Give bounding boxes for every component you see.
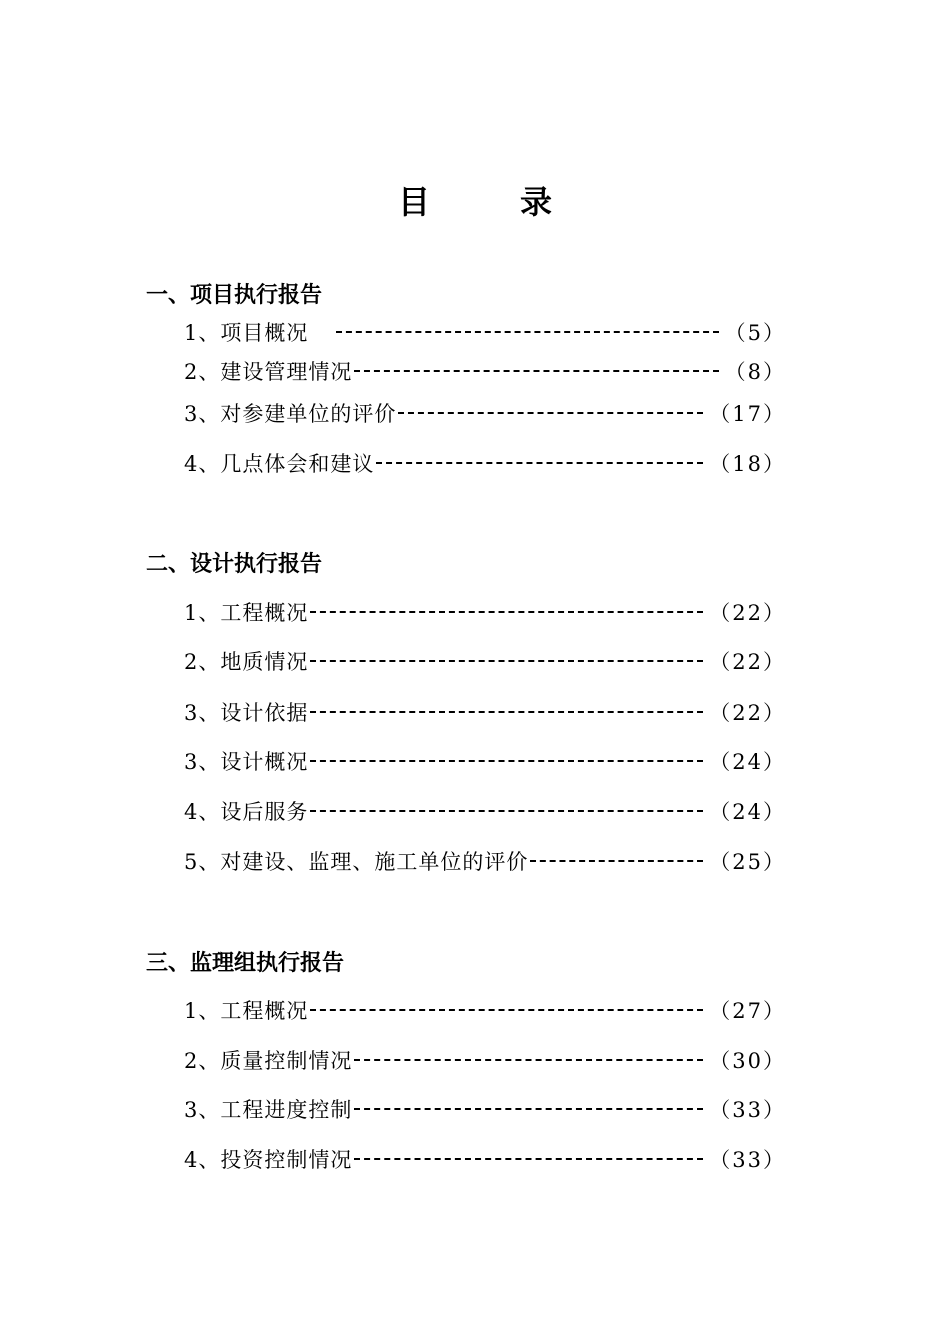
toc-entry[interactable]	[184, 398, 786, 430]
toc-leader	[310, 1009, 703, 1011]
toc-entry-page: （18）	[709, 452, 786, 476]
toc-entry-page: （17）	[709, 402, 786, 426]
toc-entry[interactable]	[184, 697, 786, 729]
toc-entry-label: 4、投资控制情况	[184, 1148, 353, 1172]
toc-leader	[310, 611, 703, 613]
toc-leader	[310, 711, 703, 713]
toc-entry-label: 1、工程概况	[184, 601, 309, 625]
toc-entry-page: （33）	[709, 1148, 786, 1172]
toc-entry-label: 4、设后服务	[184, 800, 309, 824]
toc-entry[interactable]	[184, 317, 786, 349]
toc-leader	[336, 331, 718, 333]
toc-entry-page: （22）	[709, 701, 786, 725]
toc-entry[interactable]	[184, 746, 786, 778]
toc-leader	[354, 1108, 703, 1110]
toc-leader	[354, 370, 718, 372]
toc-entry-label: 1、工程概况	[184, 999, 309, 1023]
toc-leader	[530, 860, 703, 862]
toc-entry[interactable]	[184, 597, 786, 629]
toc-entry-label: 2、建设管理情况	[184, 360, 353, 384]
toc-entry[interactable]	[184, 1144, 786, 1176]
page-title-char-1: 目	[397, 183, 430, 221]
toc-entry-label: 2、地质情况	[184, 650, 309, 674]
toc-leader	[354, 1158, 703, 1160]
toc-entry-page: （33）	[709, 1098, 786, 1122]
toc-entry-label: 2、质量控制情况	[184, 1049, 353, 1073]
toc-entry-page: （5）	[724, 321, 786, 345]
toc-entry[interactable]	[184, 356, 786, 388]
toc-entry-page: （27）	[709, 999, 786, 1023]
toc-entry-page: （8）	[724, 360, 786, 384]
page-title	[0, 180, 950, 224]
toc-entry-page: （25）	[709, 850, 786, 874]
page-title-char-2: 录	[520, 183, 553, 221]
toc-entry[interactable]	[184, 646, 786, 678]
section-heading: 一、项目执行报告	[146, 283, 323, 308]
section-heading: 三、监理组执行报告	[146, 951, 345, 976]
toc-entry-label: 3、工程进度控制	[184, 1098, 353, 1122]
toc-entry-label: 3、设计依据	[184, 701, 309, 725]
toc-leader	[310, 660, 703, 662]
section-heading: 二、设计执行报告	[146, 552, 323, 577]
toc-entry-page: （30）	[709, 1049, 786, 1073]
toc-entry[interactable]	[184, 1045, 786, 1077]
toc-leader	[310, 810, 703, 812]
toc-leader	[376, 462, 703, 464]
toc-entry-label: 3、设计概况	[184, 750, 309, 774]
toc-entry-label: 5、对建设、监理、施工单位的评价	[184, 850, 529, 874]
toc-leader	[354, 1059, 703, 1061]
toc-entry-label: 4、几点体会和建议	[184, 452, 375, 476]
toc-entry-page: （22）	[709, 650, 786, 674]
toc-entry[interactable]	[184, 448, 786, 480]
toc-entry-page: （24）	[709, 750, 786, 774]
toc-entry[interactable]	[184, 1094, 786, 1126]
toc-entry[interactable]	[184, 995, 786, 1027]
toc-entry-label: 3、对参建单位的评价	[184, 402, 397, 426]
toc-entry-page: （22）	[709, 601, 786, 625]
toc-entry[interactable]	[184, 796, 786, 828]
toc-entry[interactable]	[184, 846, 786, 878]
toc-entry-page: （24）	[709, 800, 786, 824]
toc-entry-label: 1、项目概况	[184, 321, 309, 345]
toc-leader	[310, 760, 703, 762]
toc-leader	[398, 412, 703, 414]
